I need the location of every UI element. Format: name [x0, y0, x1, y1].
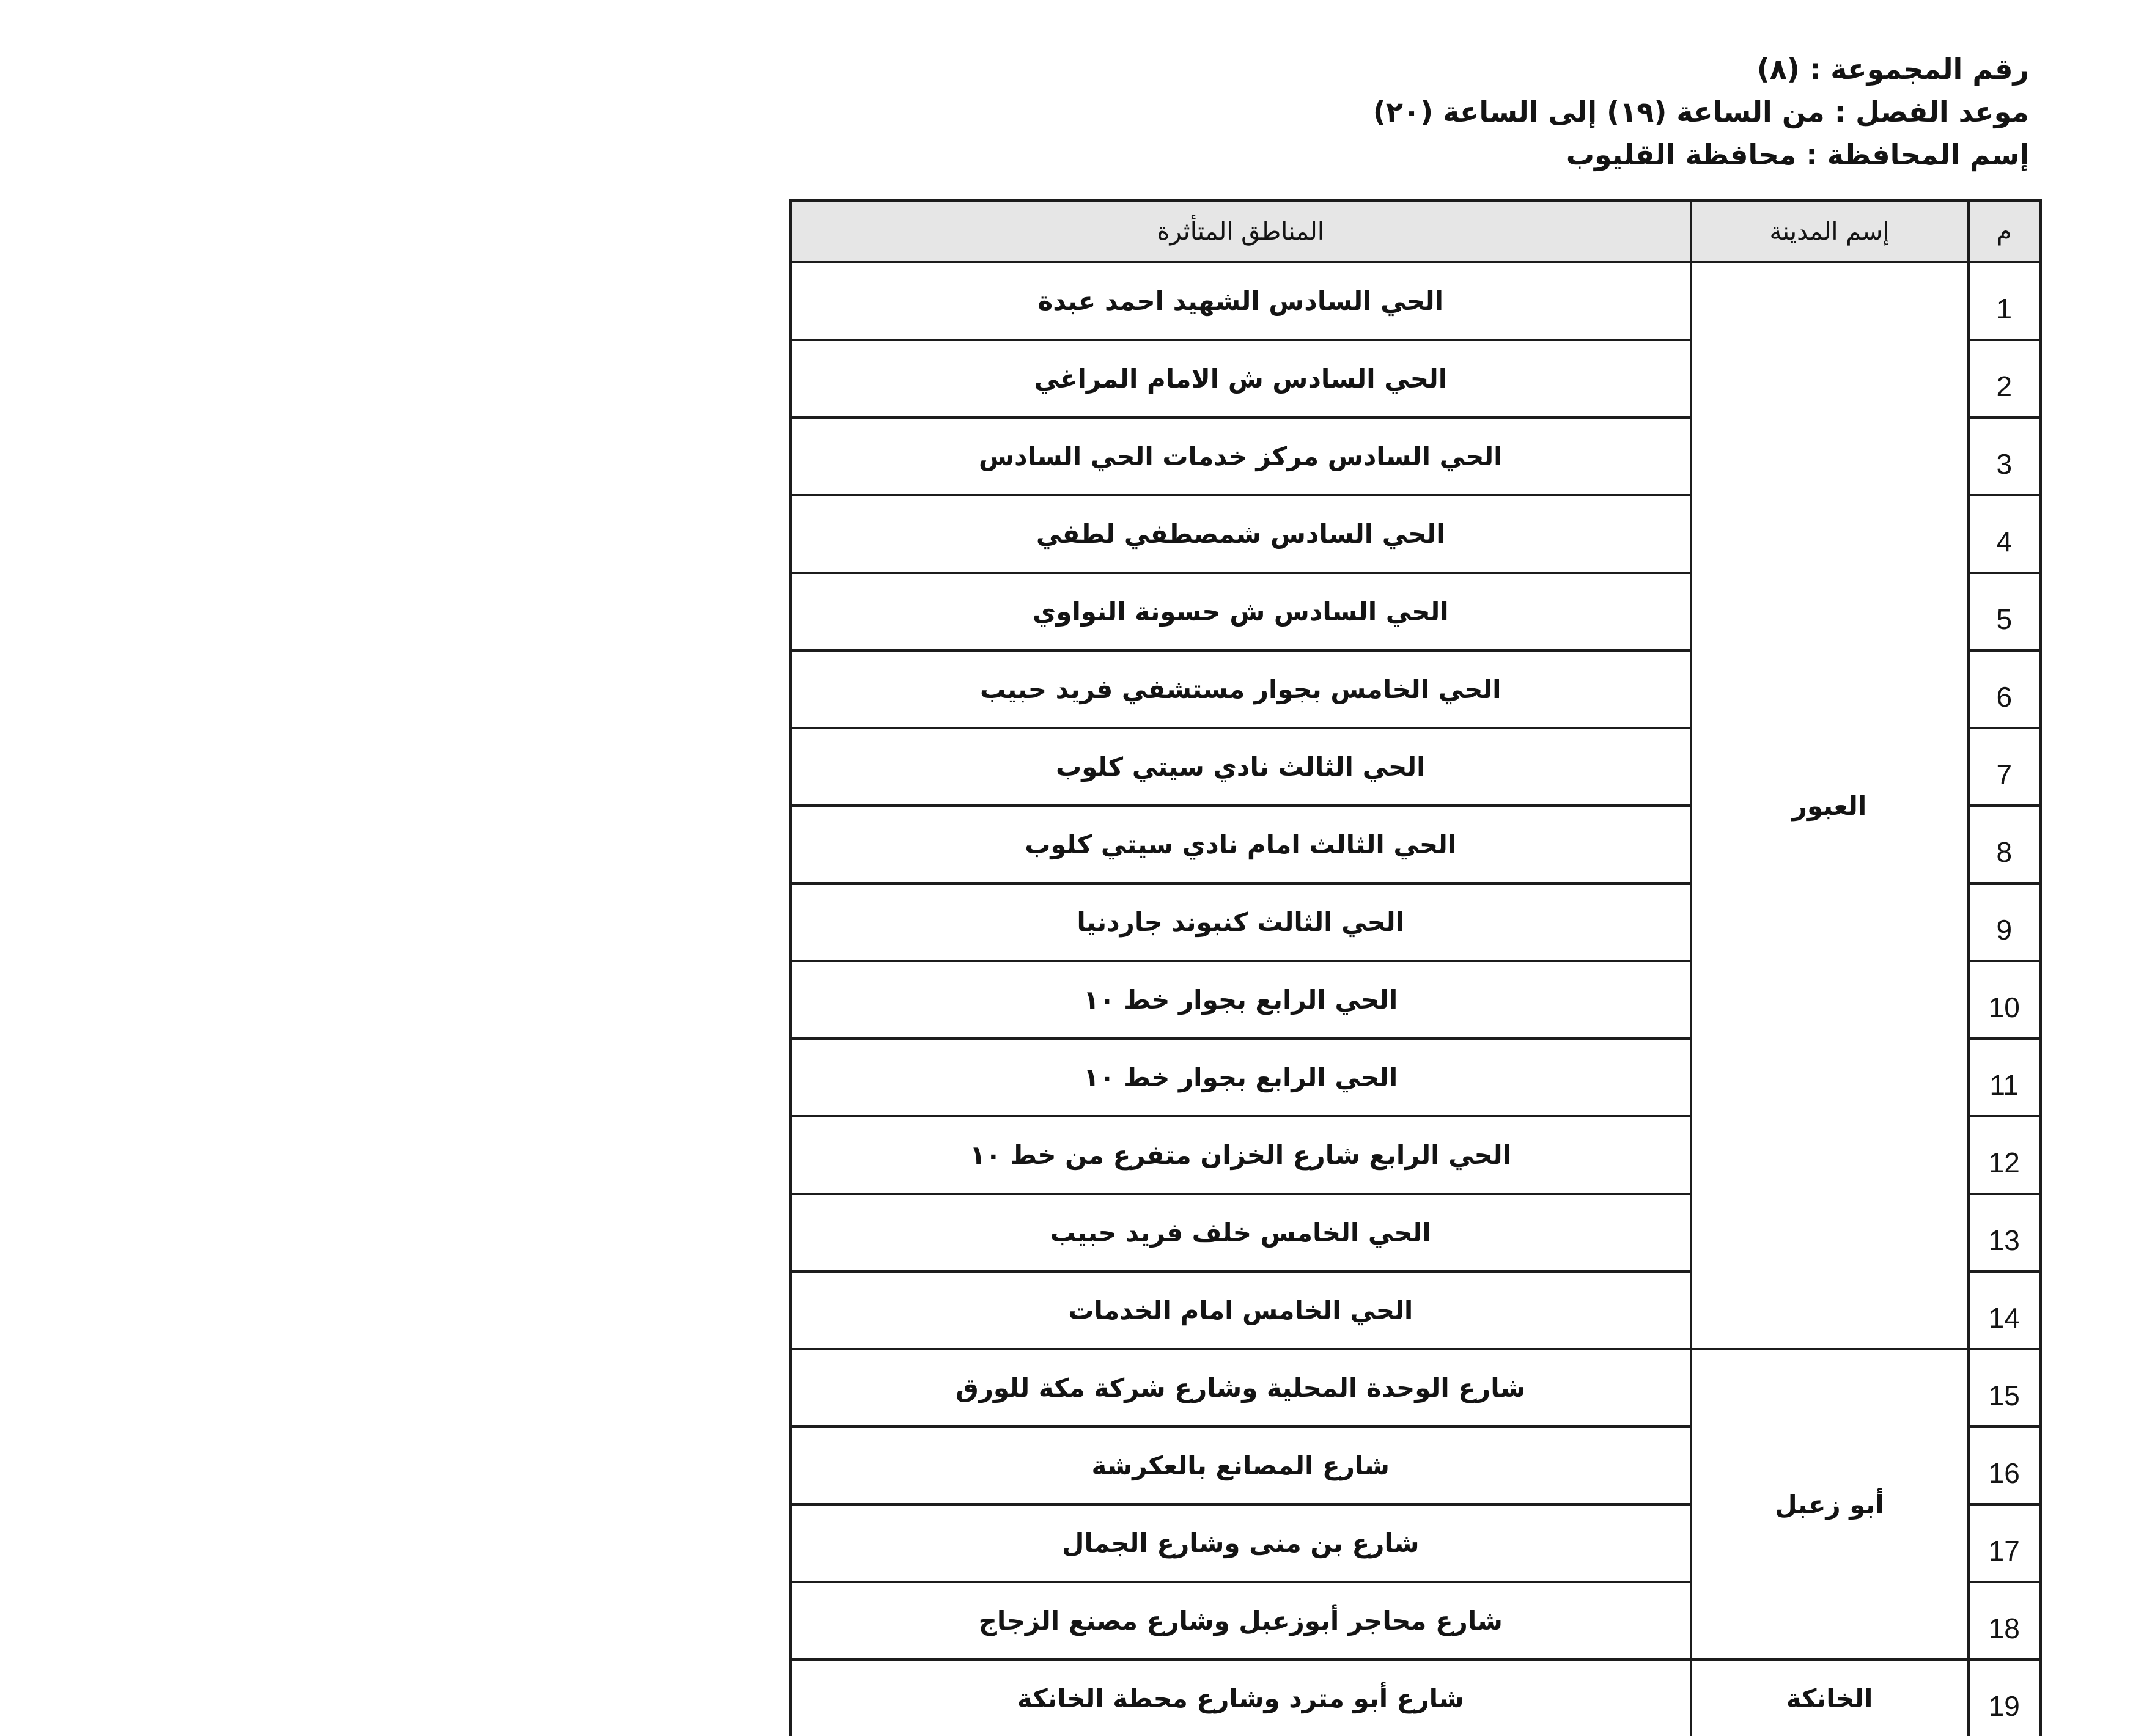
city-cell-khanka: الخانكة	[1691, 1660, 1969, 1736]
row-number: 4	[1969, 495, 2041, 573]
row-number: 16	[1969, 1427, 2041, 1504]
row-number: 3	[1969, 417, 2041, 495]
area-cell: الحي السادس ش الامام المراغي	[790, 340, 1691, 417]
area-cell: شارع أبو مترد وشارع محطة الخانكة	[790, 1660, 1691, 1736]
row-number: 14	[1969, 1271, 2041, 1349]
area-cell: الحي الخامس خلف فريد حبيب	[790, 1194, 1691, 1271]
area-cell: شارع الوحدة المحلية وشارع شركة مكة للورق	[790, 1349, 1691, 1427]
row-number: 5	[1969, 573, 2041, 650]
column-header-number: م	[1969, 201, 2041, 263]
area-cell: الحي الخامس بجوار مستشفي فريد حبيب	[790, 650, 1691, 728]
table-row	[790, 1349, 2041, 1427]
row-number: 12	[1969, 1116, 2041, 1194]
row-number: 13	[1969, 1194, 2041, 1271]
governorate-line: إسم المحافظة : محافظة القليوب	[1566, 138, 2029, 171]
area-cell: الحي الرابع شارع الخزان متفرع من خط ١٠	[790, 1116, 1691, 1194]
table-row	[790, 1660, 2041, 1736]
column-header-city: إسم المدينة	[1691, 201, 1969, 263]
row-number: 17	[1969, 1504, 2041, 1582]
outage-time-line: موعد الفصل : من الساعة (١٩) إلى الساعة (٢٠)	[1372, 95, 2029, 128]
area-cell: الحي السادس ش حسونة النواوي	[790, 573, 1691, 650]
row-number: 1	[1969, 262, 2041, 340]
row-number: 19	[1969, 1660, 2041, 1736]
row-number: 18	[1969, 1582, 2041, 1660]
row-number: 10	[1969, 961, 2041, 1039]
area-cell: الحي الخامس امام الخدمات	[790, 1271, 1691, 1349]
area-cell: الحي السادس الشهيد احمد عبدة	[790, 262, 1691, 340]
area-cell: شارع المصانع بالعكرشة	[790, 1427, 1691, 1504]
document-header	[1373, 48, 2029, 176]
row-number: 7	[1969, 728, 2041, 806]
area-cell: الحي السادس مركز خدمات الحي السادس	[790, 417, 1691, 495]
row-number: 2	[1969, 340, 2041, 417]
row-number: 9	[1969, 883, 2041, 961]
area-cell: الحي الرابع بجوار خط ١٠	[790, 1039, 1691, 1116]
outage-table	[789, 199, 2042, 1736]
area-cell: الحي الثالث نادي سيتي كلوب	[790, 728, 1691, 806]
area-cell: شارع بن منى وشارع الجمال	[790, 1504, 1691, 1582]
table-row	[790, 262, 2041, 340]
area-cell: الحي السادس شمصطفي لطفي	[790, 495, 1691, 573]
row-number: 8	[1969, 806, 2041, 883]
group-number-line: رقم المجموعة : (٨)	[1756, 53, 2029, 86]
area-cell: الحي الثالث كنبوند جاردنيا	[790, 883, 1691, 961]
city-cell-abu-zaabal: أبو زعبل	[1691, 1349, 1969, 1660]
row-number: 6	[1969, 650, 2041, 728]
row-number: 11	[1969, 1039, 2041, 1116]
area-cell: الحي الرابع بجوار خط ١٠	[790, 961, 1691, 1039]
area-cell: شارع محاجر أبوزعبل وشارع مصنع الزجاج	[790, 1582, 1691, 1660]
column-header-areas: المناطق المتأثرة	[790, 201, 1691, 263]
city-cell-obour: العبور	[1691, 262, 1969, 1349]
row-number: 15	[1969, 1349, 2041, 1427]
area-cell: الحي الثالث امام نادي سيتي كلوب	[790, 806, 1691, 883]
table-header-row	[790, 201, 2041, 263]
